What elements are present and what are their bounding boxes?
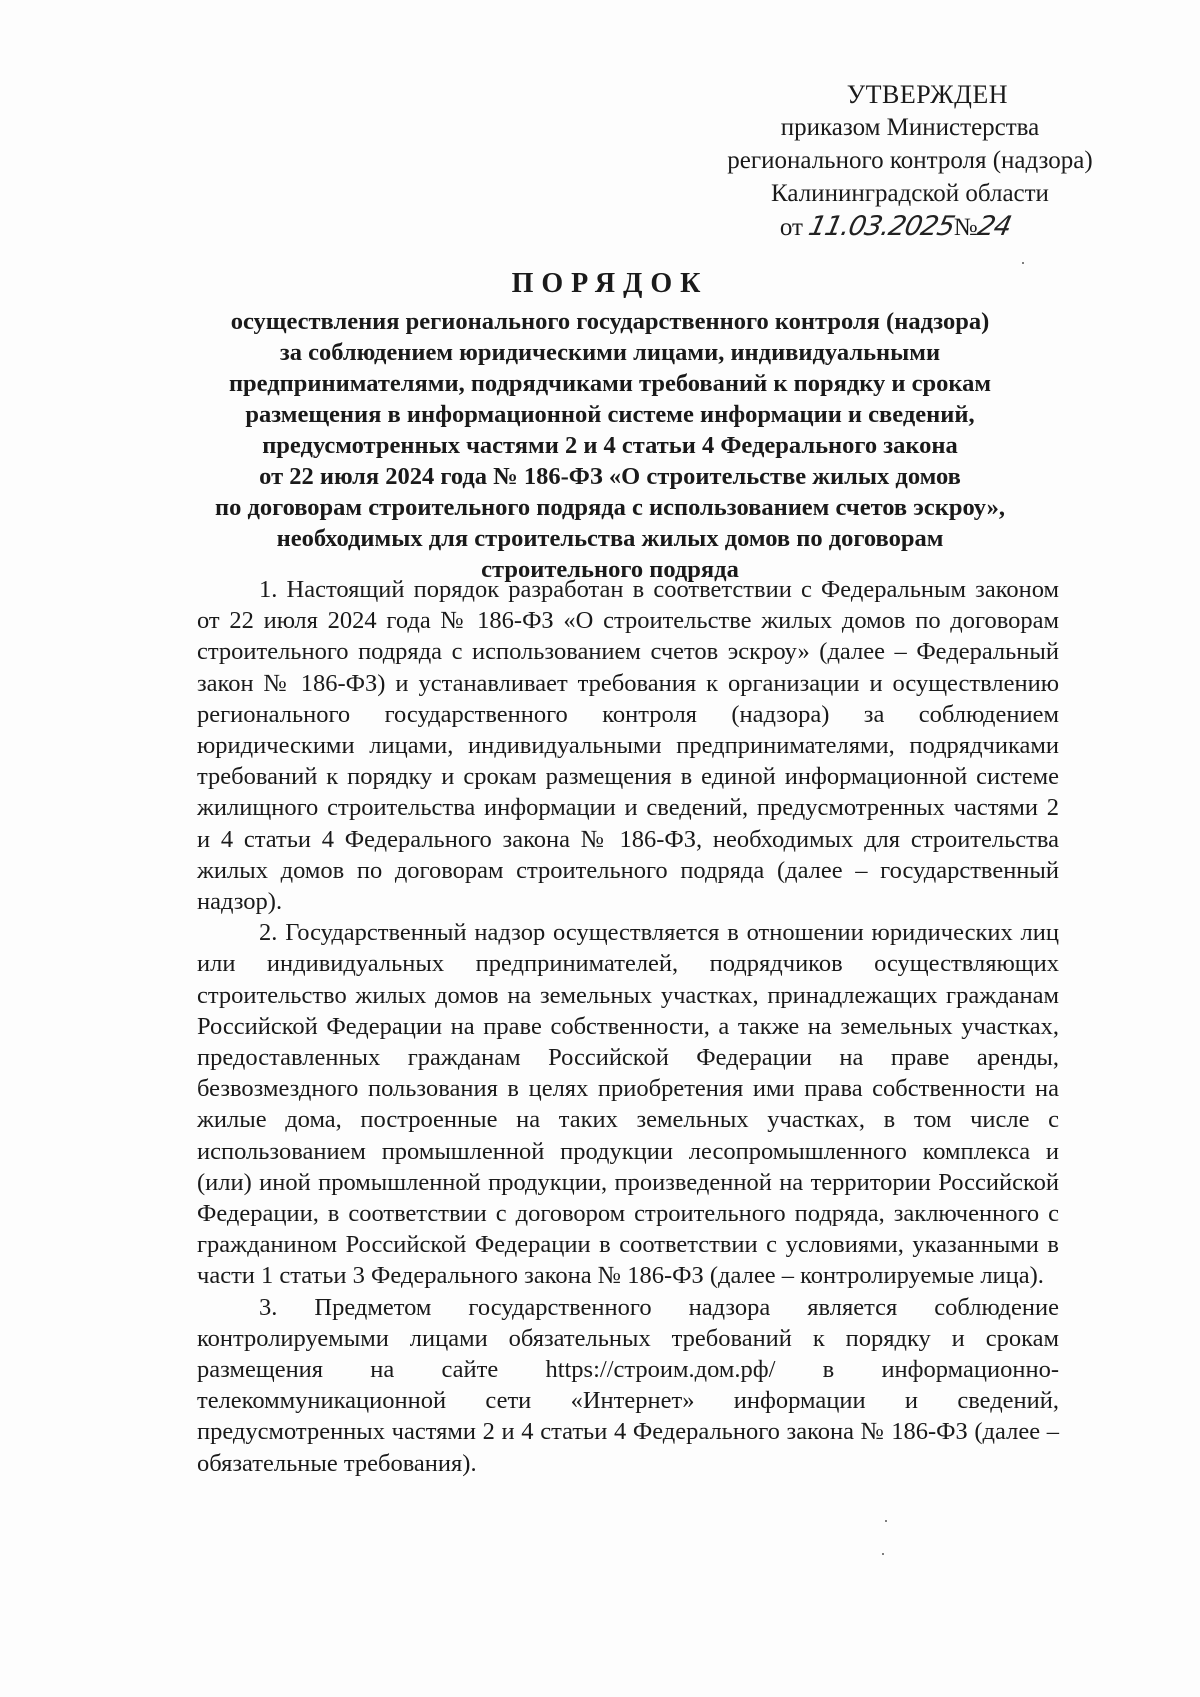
title-heading: ПОРЯДОК (511, 268, 709, 299)
scan-speck (885, 1520, 887, 1522)
approval-date-line (700, 210, 1120, 244)
approval-line: приказом Министерства (780, 114, 1040, 141)
title-subtitle-line: предусмотренных частями 2 и 4 статьи 4 Федерального закона (262, 432, 958, 459)
title-subtitle-line: осуществления регионального государственного контроля (надзора) (230, 308, 990, 335)
title-subtitle-line: предпринимателями, подрядчиками требований к порядку и срокам (228, 370, 992, 397)
approval-line: регионального контроля (надзора) (727, 147, 1093, 174)
approval-line: Калининградской области (771, 180, 1049, 207)
scan-speck (1022, 262, 1024, 264)
document-body (197, 574, 1059, 1479)
title-subtitle-line: за соблюдением юридическими лицами, индивидуальными (279, 339, 941, 366)
document-title (210, 268, 1010, 585)
handwritten-number: 24 (974, 211, 1014, 242)
approval-title: УТВЕРЖДЕН (846, 80, 1008, 109)
title-subtitle-line: необходимых для строительства жилых домов по договорам (276, 525, 944, 552)
date-prefix: от (779, 214, 803, 241)
paragraph-3: 3. Предметом государственного надзора является соблюдение контролируемыми лицами обязательных требований к порядку и срокам размещения на сайте https://строим.дом.рф/ в информационно-телекоммуникационной сети «Интернет» информации и сведений, предусмотренных частями 2 и 4 статьи 4 Федерального закона № 186-ФЗ (далее – обязательные требования). (197, 1293, 1059, 1477)
handwritten-date: 11.03.2025 (805, 211, 958, 242)
title-subtitle-line: от 22 июля 2024 года № 186-ФЗ «О строительстве жилых домов (259, 463, 961, 490)
paragraph-2: 2. Государственный надзор осуществляется в отношении юридических лиц или индивидуальных предпринимателей, подрядчиков осуществляющих строительство жилых домов на земельных участках, принадлежащих гражданам Российской Федерации на праве собственности, а также на земельных участках, предоставленных гражданам Российской Федерации на праве аренды, безвозмездного пользования в целях приобретения ими права собственности на жилые дома, построенные на таких земельных участках, в том числе с использованием промышленной продукции лесопромышленного комплекса и (или) иной промышленной продукции, произведенной на территории Российской Федерации, в соответствии с договором строительного подряда, заключенного с гражданином Российской Федерации в соответствии с условиями, указанными в части 1 статьи 3 Федерального закона № 186-ФЗ (далее – контролируемые лица). (197, 919, 1059, 1290)
title-subtitle-line: строительного подряда (481, 556, 739, 583)
approval-block (700, 78, 1120, 244)
paragraph-1: 1. Настоящий порядок разработан в соответствии с Федеральным законом от 22 июля 2024 года № 186-ФЗ «О строительстве жилых домов по договорам строительного подряда с использованием счетов эскроу» (далее – Федеральный закон № 186-ФЗ) и устанавливает требования к организации и осуществлению регионального государственного контроля (надзора) за соблюдением юридическими лицами, индивидуальными предпринимателями, подрядчиками требований к порядку и срокам размещения в единой информационной системе жилищного строительства информации и сведений, предусмотренных частями 2 и 4 статьи 4 Федерального закона № 186-ФЗ, необходимых для строительства жилых домов по договорам строительного подряда (далее – государственный надзор). (197, 576, 1059, 916)
scan-speck (882, 1553, 884, 1555)
title-subtitle-line: размещения в информационной системе информации и сведений, (245, 401, 975, 428)
number-prefix: № (953, 214, 978, 241)
title-subtitle-line: по договорам строительного подряда с использованием счетов эскроу», (214, 494, 1006, 521)
